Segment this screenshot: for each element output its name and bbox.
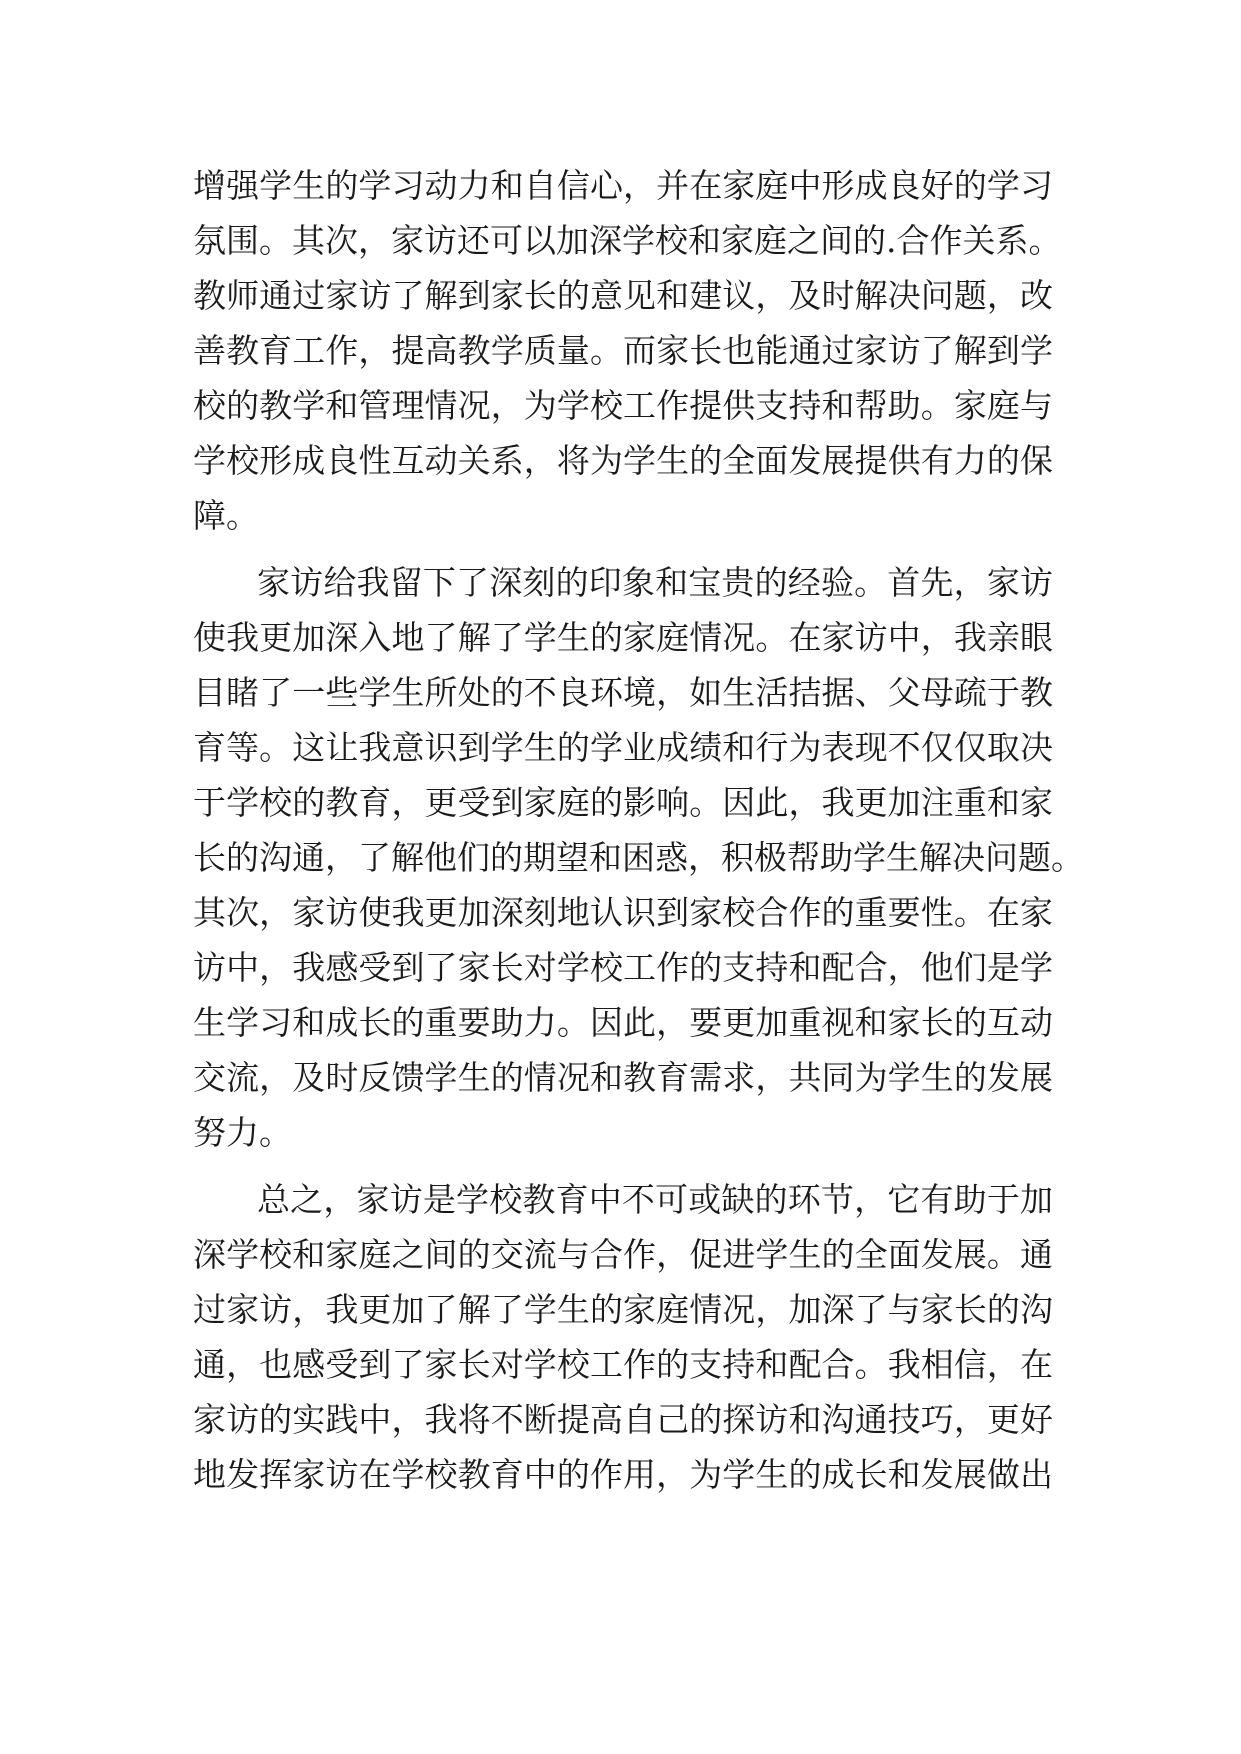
text-line: 增强学生的学习动力和自信心，并在家庭中形成良好的学习 — [193, 166, 1053, 205]
text-line: 生学习和成长的重要助力。因此，要更加重视和家长的互动 — [193, 1003, 1053, 1042]
text-line: 长的沟通，了解他们的期望和困惑，积极帮助学生解决问题。 — [193, 838, 1084, 877]
paragraph-3 — [193, 1172, 1053, 1502]
text-line: 障。 — [193, 496, 259, 535]
text-line: 于学校的教育，更受到家庭的影响。因此，我更加注重和家 — [193, 783, 1053, 822]
text-line: 育等。这让我意识到学生的学业成绩和行为表现不仅仅取决 — [193, 728, 1053, 767]
text-line: 其次，家访使我更加深刻地认识到家校合作的重要性。在家 — [193, 893, 1053, 932]
text-line: 通，也感受到了家长对学校工作的支持和配合。我相信，在 — [193, 1345, 1053, 1384]
text-line: 教师通过家访了解到家长的意见和建议，及时解决问题，改 — [193, 276, 1053, 315]
text-line: 学校形成良性互动关系，将为学生的全面发展提供有力的保 — [193, 441, 1053, 480]
text-line: 努力。 — [193, 1113, 292, 1152]
text-line: 深学校和家庭之间的交流与合作，促进学生的全面发展。通 — [193, 1235, 1053, 1274]
text-line: 目睹了一些学生所处的不良环境，如生活拮据、父母疏于教 — [193, 673, 1053, 712]
text-line: 访中，我感受到了家长对学校工作的支持和配合，他们是学 — [193, 948, 1053, 987]
text-line: 地发挥家访在学校教育中的作用，为学生的成长和发展做出 — [193, 1455, 1053, 1494]
text-line: 交流，及时反馈学生的情况和教育需求，共同为学生的发展 — [193, 1058, 1053, 1097]
text-line: 善教育工作，提高教学质量。而家长也能通过家访了解到学 — [193, 331, 1053, 370]
paragraph-1 — [193, 158, 1062, 543]
paragraph-spacer — [193, 1160, 1053, 1172]
text-line: 总之，家访是学校教育中不可或缺的环节，它有助于加 — [257, 1180, 1053, 1219]
text-line: 家访的实践中，我将不断提高自己的探访和沟通技巧，更好 — [193, 1400, 1053, 1439]
paragraph-2 — [193, 555, 1084, 1160]
text-line: 家访给我留下了深刻的印象和宝贵的经验。首先，家访 — [257, 563, 1053, 602]
document-body — [193, 158, 1084, 1502]
text-line: 氛围。其次，家访还可以加深学校和家庭之间的.合作关系。 — [193, 221, 1062, 260]
text-line: 校的教学和管理情况，为学校工作提供支持和帮助。家庭与 — [193, 386, 1053, 425]
paragraph-spacer — [193, 543, 1053, 555]
text-line: 过家访，我更加了解了学生的家庭情况，加深了与家长的沟 — [193, 1290, 1053, 1329]
text-line: 使我更加深入地了解了学生的家庭情况。在家访中，我亲眼 — [193, 618, 1053, 657]
